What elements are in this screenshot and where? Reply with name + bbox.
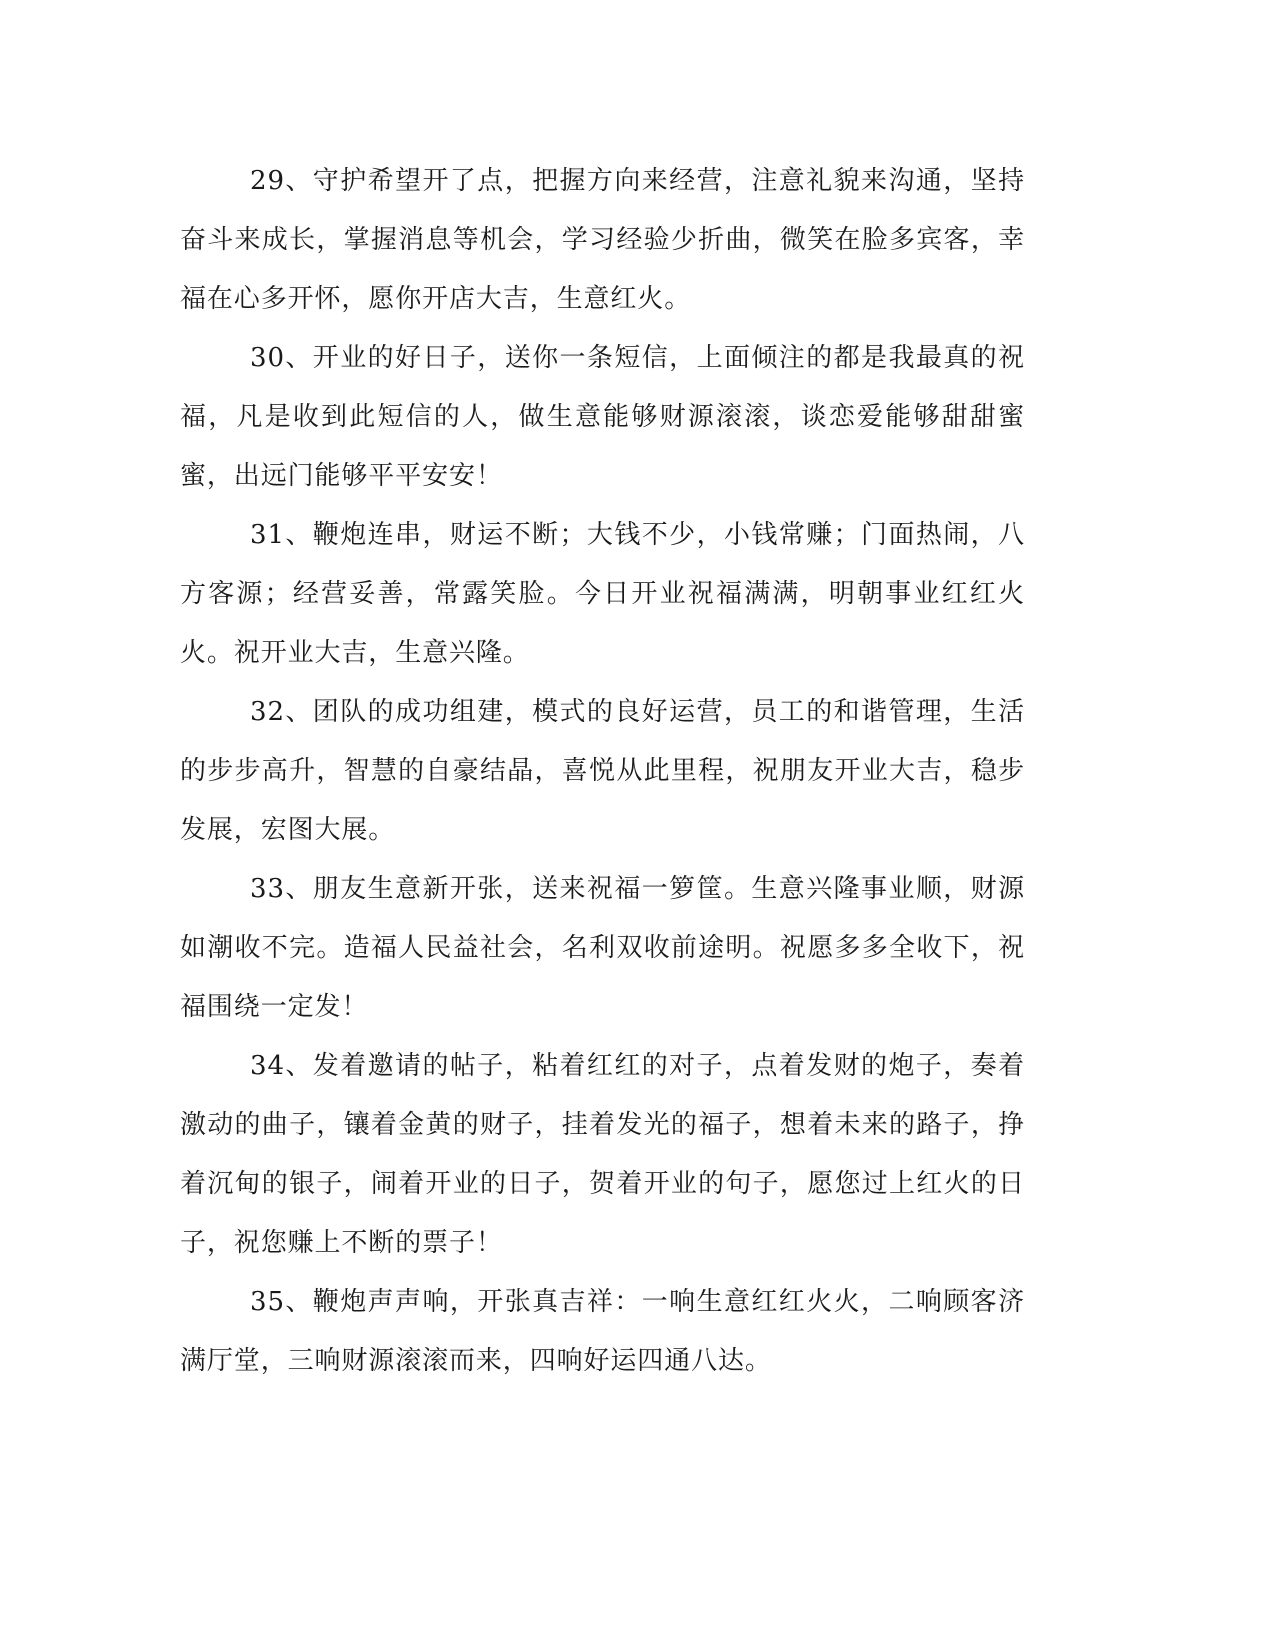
paragraph-33: 33、朋友生意新开张，送来祝福一箩筐。生意兴隆事业顺，财源如潮收不完。造福人民益社会，名利双收前途明。祝愿多多全收下，祝福围绕一定发！: [180, 874, 1025, 1022]
paragraph-31: 31、鞭炮连串，财运不断；大钱不少，小钱常赚；门面热闹，八方客源；经营妥善，常露笑脸。今日开业祝福满满，明朝事业红红火火。祝开业大吉，生意兴隆。: [180, 520, 1025, 668]
document-page: [180, 152, 1025, 1391]
paragraph-32: 32、团队的成功组建，模式的良好运营，员工的和谐管理，生活的步步高升，智慧的自豪结晶，喜悦从此里程，祝朋友开业大吉，稳步发展，宏图大展。: [180, 697, 1025, 845]
paragraph-30: 30、开业的好日子，送你一条短信，上面倾注的都是我最真的祝福，凡是收到此短信的人，做生意能够财源滚滚，谈恋爱能够甜甜蜜蜜，出远门能够平平安安！: [180, 343, 1025, 491]
paragraph-29: 29、守护希望开了点，把握方向来经营，注意礼貌来沟通，坚持奋斗来成长，掌握消息等机会，学习经验少折曲，微笑在脸多宾客，幸福在心多开怀，愿你开店大吉，生意红火。: [180, 166, 1025, 314]
paragraph-35: 35、鞭炮声声响，开张真吉祥：一响生意红红火火，二响顾客济满厅堂，三响财源滚滚而来，四响好运四通八达。: [180, 1287, 1025, 1376]
paragraph-34: 34、发着邀请的帖子，粘着红红的对子，点着发财的炮子，奏着激动的曲子，镶着金黄的财子，挂着发光的福子，想着未来的路子，挣着沉甸的银子，闹着开业的日子，贺着开业的句子，愿您过上红火的日子，祝您赚上不断的票子！: [180, 1051, 1025, 1258]
